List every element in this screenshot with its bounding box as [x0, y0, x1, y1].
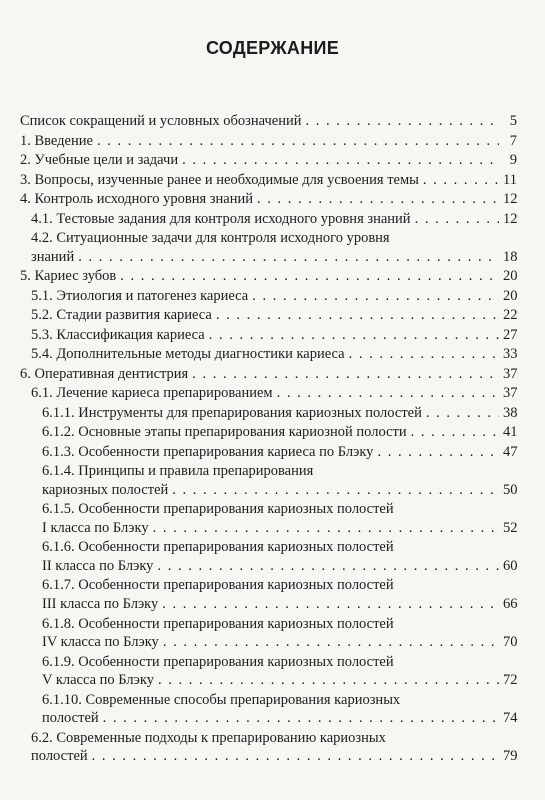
toc-page-number: 22 — [503, 307, 518, 324]
toc-entry-title-continued: кариозных полостей — [42, 481, 169, 498]
toc-entry-title-continued: III класса по Блэку — [42, 595, 159, 612]
toc-entry-title: 6.1.6. Особенности препарирования кариозных полостей — [42, 539, 394, 556]
toc-entry-title: 6.1.3. Особенности препарирования кариеса по Блэку — [42, 443, 374, 460]
toc-entry-title: Список сокращений и условных обозначений — [20, 113, 302, 129]
toc-page-number: 66 — [503, 595, 518, 612]
toc-entry-title: 6.1.5. Особенности препарирования кариозных полостей — [42, 501, 394, 518]
toc-page-number: 5 — [509, 113, 517, 129]
dot-leader — [257, 190, 499, 209]
toc-page-number: 60 — [503, 557, 518, 574]
toc-entry-title: 3. Вопросы, изученные ранее и необходимые для усвоения темы — [20, 171, 419, 188]
dot-leader — [426, 404, 499, 423]
dot-leader — [349, 345, 499, 364]
toc-page-number: 12 — [503, 210, 518, 227]
toc-page-number: 38 — [503, 404, 518, 421]
dot-leader — [411, 423, 499, 442]
toc-entry-title: 6.1. Лечение кариеса препарированием — [31, 385, 273, 402]
toc-entry-title: 6.1.1. Инструменты для препарирования кариозных полостей — [42, 404, 422, 421]
dot-leader — [423, 171, 499, 190]
toc-entry-title: 4. Контроль исходного уровня знаний — [20, 191, 253, 207]
dot-leader — [78, 248, 499, 267]
toc-entry-title: 6.2. Современные подходы к препарированию кариозных — [31, 729, 386, 746]
toc-entry-title-continued: V класса по Блэку — [42, 672, 154, 689]
dot-leader — [182, 151, 499, 170]
toc-page-number: 20 — [503, 287, 518, 304]
toc-entry-title: 1. Введение — [20, 132, 93, 149]
toc-entry-title: 5. Кариес зубов — [20, 268, 117, 285]
dot-leader — [97, 132, 499, 151]
dot-leader — [103, 709, 499, 728]
toc-entry-title: 4.2. Ситуационные задачи для контроля исходного уровня — [31, 230, 390, 246]
toc-entry-title: 5.4. Дополнительные методы диагностики кариеса — [31, 346, 345, 363]
toc-entry-title-continued: полостей — [42, 710, 99, 727]
dot-leader — [192, 365, 499, 384]
dot-leader — [209, 326, 499, 345]
dot-leader — [158, 671, 499, 690]
toc-entry-title: 6.1.9. Особенности препарирования кариозных полостей — [42, 653, 394, 670]
toc-page-number: 50 — [503, 481, 518, 498]
toc-entry-title-continued: I класса по Блэку — [42, 519, 149, 536]
toc-entry-title: 6.1.4. Принципы и правила препарирования — [42, 463, 314, 480]
toc-entry-title: 6. Оперативная дентистрия — [20, 365, 189, 382]
dot-leader — [120, 267, 499, 286]
toc-page-number: 9 — [509, 152, 517, 168]
toc-page-number: 18 — [503, 248, 518, 265]
toc-entry-title: 6.1.8. Особенности препарирования кариозных полостей — [42, 615, 394, 632]
dot-leader — [163, 633, 499, 652]
toc-page-number: 37 — [503, 385, 518, 402]
toc-page-number: 11 — [503, 171, 517, 188]
toc-entry-title-continued: знаний — [31, 248, 75, 265]
toc-entry-title: 6.1.7. Особенности препарирования кариозных полостей — [42, 577, 394, 594]
page-title: СОДЕРЖАНИЕ — [205, 38, 340, 58]
toc-entry-title: 5.2. Стадии развития кариеса — [31, 307, 212, 324]
toc-entry-title-continued: IV класса по Блэку — [42, 634, 159, 651]
toc-page-number: 47 — [503, 443, 518, 460]
toc-entry-title-continued: II класса по Блэку — [42, 557, 154, 574]
toc-page-number: 12 — [503, 191, 518, 207]
toc-page-number: 20 — [503, 268, 518, 285]
toc-page-number: 41 — [503, 424, 518, 441]
toc-page-number: 72 — [503, 672, 518, 689]
dot-leader — [216, 306, 499, 325]
toc-page-number: 74 — [503, 710, 518, 727]
toc-entry-title: 2. Учебные цели и задачи — [20, 152, 179, 168]
dot-leader — [252, 287, 499, 306]
dot-leader — [162, 595, 499, 614]
toc-entry-title: 6.1.10. Современные способы препарирования кариозных — [42, 691, 401, 708]
dot-leader — [153, 519, 499, 538]
dot-leader — [377, 443, 499, 462]
toc-page-number: 52 — [503, 519, 518, 536]
toc-entry-title-continued: полостей — [31, 748, 88, 765]
toc-entry-title: 5.1. Этиология и патогенез кариеса — [31, 287, 249, 304]
toc-page-number: 70 — [503, 634, 518, 651]
toc-entry-title: 6.1.2. Основные этапы препарирования кариозной полости — [42, 424, 407, 441]
toc-page-number: 79 — [503, 748, 518, 765]
toc-page-number: 7 — [509, 132, 517, 149]
dot-leader — [415, 210, 499, 229]
toc-entry-title: 4.1. Тестовые задания для контроля исходного уровня знаний — [31, 210, 411, 227]
toc-entry-title: 5.3. Классификация кариеса — [31, 326, 205, 343]
toc-page-number: 33 — [503, 346, 518, 363]
dot-leader — [92, 747, 499, 766]
toc-page-number: 27 — [503, 326, 518, 343]
dot-leader — [277, 384, 499, 403]
dot-leader — [157, 557, 499, 576]
dot-leader — [172, 481, 499, 500]
toc-page-number: 37 — [503, 365, 518, 382]
dot-leader — [305, 112, 499, 131]
